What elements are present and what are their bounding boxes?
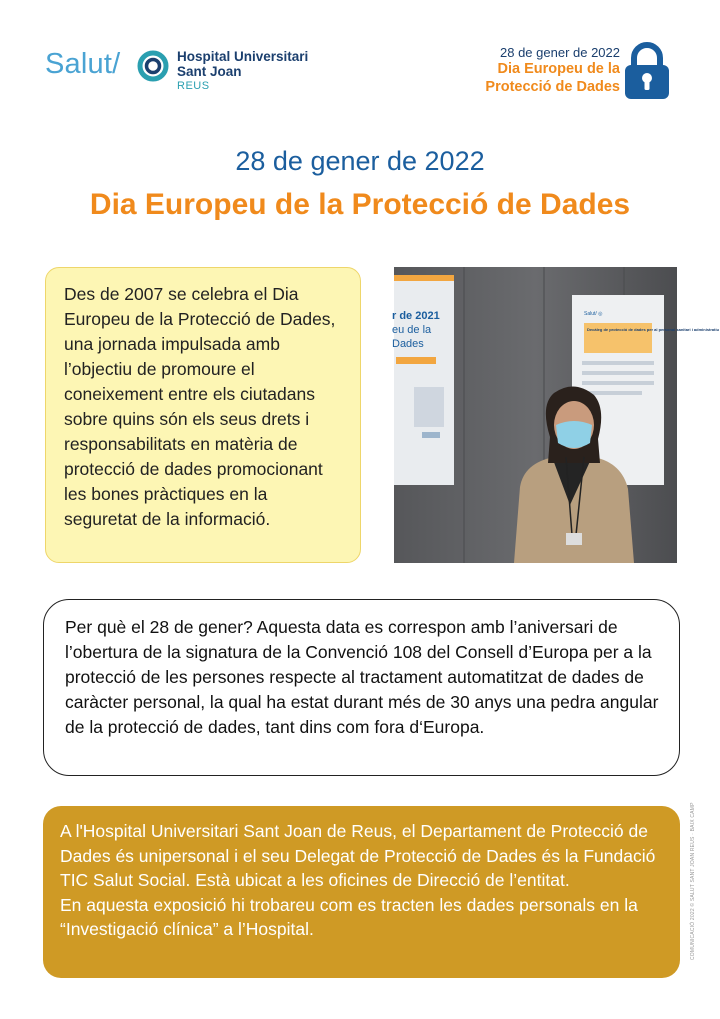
salut-logo-text: Salut/ — [45, 48, 121, 80]
why-january-box — [43, 599, 680, 776]
poster-left-line1: r de 2021 — [392, 310, 440, 322]
hospital-info-box — [43, 806, 680, 978]
vertical-fine-print: COMUNICACIÓ 2022 © SALUT SANT JOAN REUS · BAIX CAMP — [690, 802, 696, 960]
hospital-name-line1: Hospital Universitari — [177, 49, 309, 64]
poster-right-logo: Salut/ ◎ — [584, 311, 603, 317]
poster-right-heading: Decàleg de protecció de dades per al personal sanitari i administratiu — [587, 327, 720, 332]
badge-date: 28 de gener de 2022 — [500, 45, 620, 60]
exhibition-photo — [392, 267, 720, 563]
main-date: 28 de gener de 2022 — [235, 146, 485, 176]
why-january-text: Per què el 28 de gener? Aquesta data es correspon amb l’aniversari de l’obertura de la signatura de la Convenció 108 del Consell d’Europa per a la protecció de les persones respecte al tractament automatitzat de dades de caràcter personal, la qual ha estat durant més de 30 anys una pedra angular de la protecció de dades, tant dins com fora d‘Europa. — [65, 617, 659, 737]
badge-title-line2: Protecció de Dades — [485, 79, 620, 95]
hospital-logo-mark-icon — [137, 50, 169, 82]
intro-box — [45, 267, 361, 563]
hospital-info-paragraph-2: En aquesta exposició hi trobareu com es tracten les dades personals en la “Investigació clínica” a l’Hospital. — [60, 894, 638, 939]
badge-title-line1: Dia Europeu de la — [497, 61, 620, 77]
hospital-name-line2: Sant Joan — [177, 64, 242, 79]
hospital-city: REUS — [177, 80, 210, 92]
exhibition-photo-illustration — [392, 267, 720, 563]
padlock-icon — [622, 40, 672, 100]
poster-left-line2: eu de la — [392, 324, 432, 336]
intro-text: Des de 2007 se celebra el Dia Europeu de la Protecció de Dades, una jornada impulsada amb l’objectiu de promoure el coneixement entre els ciutadans sobre quins són els seus drets i responsabilitats en matèria de protecció de dades promocionant les bones pràctiques en la seguretat de la informació. — [64, 284, 336, 529]
hospital-info-paragraph-1: A l'Hospital Universitari Sant Joan de Reus, el Departament de Protecció de Dades és unipersonal i el seu Delegat de Protecció de Dades és la Fundació TIC Salut Social. Està ubicat a les oficines de Direcció de l’entitat. — [60, 821, 656, 890]
poster-left-line3: Dades — [392, 338, 424, 350]
main-heading: Dia Europeu de la Protecció de Dades — [89, 188, 631, 221]
